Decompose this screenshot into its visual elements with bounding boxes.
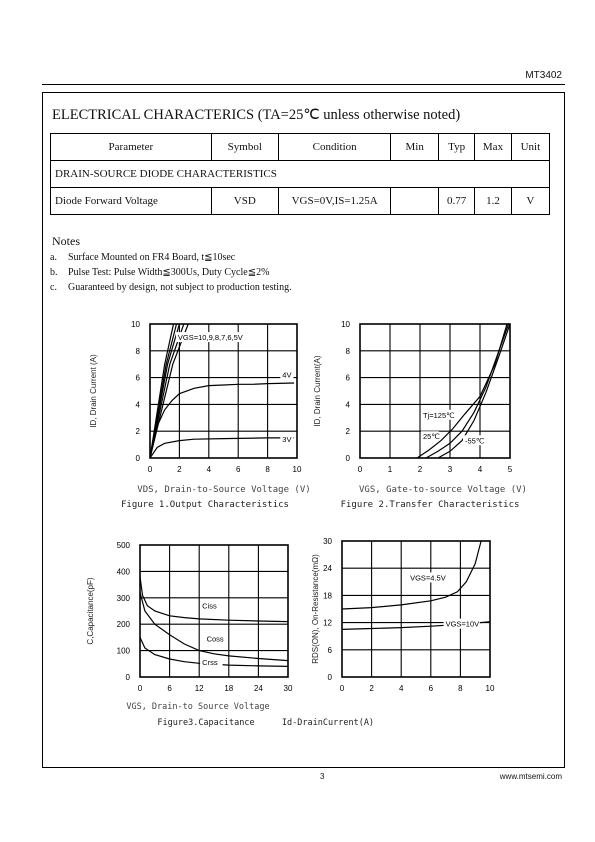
series-line bbox=[150, 383, 294, 458]
annotation-label: 3V bbox=[282, 434, 292, 444]
annotation-label: Coss bbox=[206, 634, 224, 644]
note-key: c. bbox=[50, 282, 57, 293]
y-tick-label: 200 bbox=[116, 620, 130, 630]
x-tick-label: 4 bbox=[477, 465, 483, 474]
x-tick-label: 8 bbox=[265, 465, 270, 474]
x-tick-label: 6 bbox=[428, 684, 434, 693]
col-header: Condition bbox=[278, 134, 391, 161]
x-tick-label: 0 bbox=[137, 684, 143, 693]
x-tick-label: 6 bbox=[235, 465, 241, 474]
y-tick-label: 18 bbox=[323, 591, 332, 601]
annotation-label: Ciss bbox=[202, 601, 217, 611]
fig1-xlabel: VDS, Drain-to-Source Voltage (V) bbox=[137, 485, 311, 495]
note-text: Surface Mounted on FR4 Board, t≦10sec bbox=[68, 252, 236, 263]
x-tick-label: 0 bbox=[147, 465, 153, 474]
x-tick-label: 18 bbox=[224, 684, 234, 693]
note-key: b. bbox=[50, 267, 58, 278]
x-tick-label: 12 bbox=[194, 684, 204, 693]
y-tick-label: 8 bbox=[135, 346, 140, 356]
x-tick-label: 0 bbox=[357, 465, 363, 474]
x-tick-label: 1 bbox=[387, 465, 393, 474]
x-tick-label: 10 bbox=[485, 684, 495, 693]
x-tick-label: 2 bbox=[417, 465, 423, 474]
y-tick-label: 6 bbox=[327, 645, 332, 655]
y-axis-label: RDS(ON), On-Resistance(mΩ) bbox=[311, 554, 320, 664]
x-tick-label: 4 bbox=[398, 684, 404, 693]
notes-heading: Notes bbox=[52, 234, 80, 248]
note-key: a. bbox=[50, 252, 57, 263]
y-tick-label: 2 bbox=[135, 427, 140, 437]
y-tick-label: 24 bbox=[323, 564, 332, 574]
y-axis-label: ID, Drain Current (A) bbox=[89, 354, 98, 428]
note-text: Guaranteed by design, not subject to production testing. bbox=[68, 282, 292, 293]
y-axis-label: ID, Drain Current(A) bbox=[313, 355, 322, 427]
y-tick-label: 500 bbox=[116, 541, 130, 550]
annotation-label: VGS=10,9,8,7,6,5V bbox=[177, 333, 243, 343]
series-line bbox=[140, 577, 288, 622]
footer-url: www.mtsemi.com bbox=[499, 772, 562, 781]
col-header: Symbol bbox=[211, 134, 278, 161]
annotation-label: Tj=125℃ bbox=[423, 410, 455, 420]
plot-frame bbox=[342, 541, 490, 677]
x-tick-label: 10 bbox=[292, 465, 302, 474]
col-header: Max bbox=[475, 134, 511, 161]
y-tick-label: 0 bbox=[135, 454, 140, 463]
annotation-label: 4V bbox=[282, 370, 292, 380]
x-tick-label: 0 bbox=[339, 684, 345, 693]
y-tick-label: 100 bbox=[116, 646, 130, 656]
col-header: Unit bbox=[511, 134, 549, 161]
fig3-caption: Figure3.Capacitance bbox=[157, 718, 255, 728]
col-header: Min bbox=[391, 134, 438, 161]
group-label: DRAIN-SOURCE DIODE CHARACTERISTICS bbox=[51, 161, 550, 188]
x-tick-label: 4 bbox=[206, 465, 212, 474]
x-tick-label: 2 bbox=[369, 684, 374, 693]
y-tick-label: 2 bbox=[345, 427, 350, 437]
annotation-label: 25℃ bbox=[423, 432, 440, 442]
fig3-xlabel: VGS, Drain-to Source Voltage bbox=[126, 702, 270, 712]
y-tick-label: 10 bbox=[341, 320, 350, 329]
y-axis-label: C,Capacitance(pF) bbox=[86, 577, 95, 645]
cell-typ: 0.77 bbox=[438, 188, 474, 215]
cell-max: 1.2 bbox=[475, 188, 511, 215]
y-tick-label: 4 bbox=[345, 400, 350, 410]
fig2-xlabel: VGS, Gate-to-source Voltage (V) bbox=[359, 485, 527, 495]
y-tick-label: 6 bbox=[135, 373, 140, 383]
cell-unit: V bbox=[511, 188, 549, 215]
fig1-caption: Figure 1.Output Characteristics bbox=[121, 500, 289, 510]
x-tick-label: 3 bbox=[447, 465, 453, 474]
page-number: 3 bbox=[320, 772, 325, 781]
x-tick-label: 30 bbox=[283, 684, 293, 693]
y-tick-label: 6 bbox=[345, 373, 350, 383]
y-tick-label: 300 bbox=[116, 593, 130, 603]
section-title: ELECTRICAL CHARACTERICS (TA=25℃ unless otherwise noted) bbox=[52, 107, 461, 123]
cell-symbol: VSD bbox=[211, 188, 278, 215]
y-tick-label: 4 bbox=[135, 400, 140, 410]
col-header: Typ bbox=[438, 134, 474, 161]
annotation-label: VGS=4.5V bbox=[410, 573, 446, 583]
x-tick-label: 6 bbox=[167, 684, 172, 693]
y-tick-label: 8 bbox=[345, 346, 350, 356]
col-header: Parameter bbox=[51, 134, 212, 161]
y-tick-label: 0 bbox=[327, 673, 332, 682]
part-number: MT3402 bbox=[525, 70, 562, 81]
fig4-xlabel: Id-DrainCurrent(A) bbox=[281, 718, 375, 728]
y-tick-label: 0 bbox=[125, 673, 130, 682]
x-tick-label: 5 bbox=[507, 465, 513, 474]
x-tick-label: 2 bbox=[177, 465, 182, 474]
series-line bbox=[150, 438, 294, 458]
y-tick-label: 10 bbox=[131, 320, 140, 329]
cell-condition: VGS=0V,IS=1.25A bbox=[278, 188, 391, 215]
cell-parameter: Diode Forward Voltage bbox=[51, 188, 212, 215]
x-tick-label: 24 bbox=[253, 684, 263, 693]
annotation-label: VGS=10V bbox=[445, 619, 480, 629]
note-text: Pulse Test: Pulse Width≦300Us, Duty Cycle≦2% bbox=[68, 267, 270, 278]
annotation-label: -55℃ bbox=[465, 436, 485, 446]
y-tick-label: 30 bbox=[323, 537, 332, 546]
fig2-caption: Figure 2.Transfer Characteristics bbox=[340, 500, 520, 510]
annotation-label: Crss bbox=[202, 658, 218, 668]
y-tick-label: 12 bbox=[323, 618, 332, 628]
x-tick-label: 8 bbox=[458, 684, 463, 693]
y-tick-label: 0 bbox=[345, 454, 350, 463]
y-tick-label: 400 bbox=[116, 567, 130, 577]
